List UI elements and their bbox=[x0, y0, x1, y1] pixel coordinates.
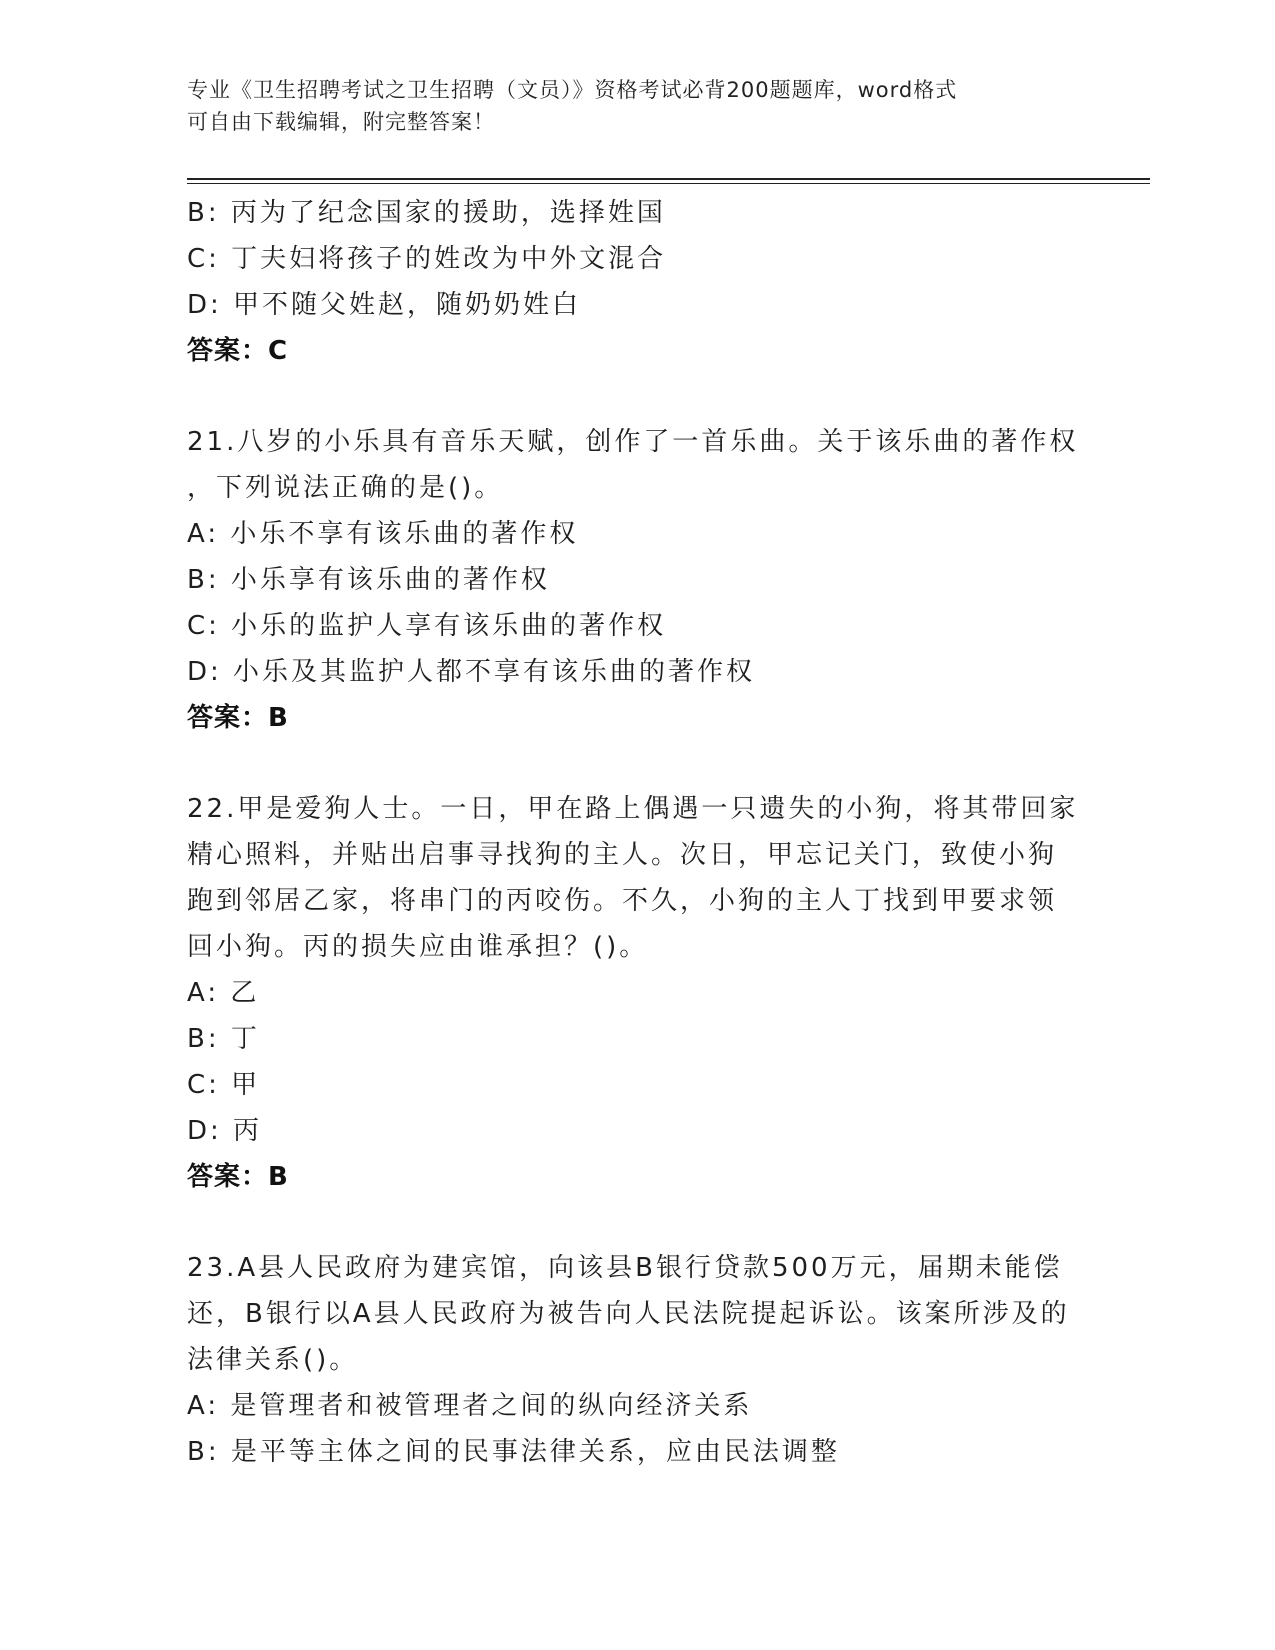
question-stem-line: 23.A县人民政府为建宾馆，向该县B银行贷款500万元，届期未能偿 bbox=[187, 1253, 1063, 1283]
question-stem-line: 法律关系()。 bbox=[187, 1345, 359, 1375]
option-c: C: 甲 bbox=[187, 1070, 261, 1100]
document-header bbox=[187, 74, 1087, 138]
answer-label: 答案：B bbox=[187, 703, 289, 733]
option-b: B: 丁 bbox=[187, 1024, 260, 1054]
question-20-continuation bbox=[187, 190, 1087, 374]
question-23 bbox=[187, 1245, 1087, 1475]
question-content bbox=[187, 190, 1087, 1475]
question-stem-line: 跑到邻居乙家，将串门的丙咬伤。不久，小狗的主人丁找到甲要求领 bbox=[187, 886, 1058, 916]
option-c: C: 丁夫妇将孩子的姓改为中外文混合 bbox=[187, 244, 667, 274]
option-a: A: 小乐不享有该乐曲的著作权 bbox=[187, 519, 579, 549]
header-line-2: 可自由下载编辑，附完整答案！ bbox=[187, 110, 495, 134]
question-stem-line: 还，B银行以A县人民政府为被告向人民法院提起诉讼。该案所涉及的 bbox=[187, 1299, 1070, 1329]
question-stem-line: 21.八岁的小乐具有音乐天赋，创作了一首乐曲。关于该乐曲的著作权 bbox=[187, 427, 1079, 457]
answer-label: 答案：B bbox=[187, 1162, 289, 1192]
option-a: A: 乙 bbox=[187, 978, 260, 1008]
question-22 bbox=[187, 786, 1087, 1200]
question-stem-line: 22.甲是爱狗人士。一日，甲在路上偶遇一只遗失的小狗，将其带回家 bbox=[187, 794, 1079, 824]
option-d: D: 甲不随父姓赵，随奶奶姓白 bbox=[187, 290, 582, 320]
option-a: A: 是管理者和被管理者之间的纵向经济关系 bbox=[187, 1391, 753, 1421]
question-stem-line: 精心照料，并贴出启事寻找狗的主人。次日，甲忘记关门，致使小狗 bbox=[187, 840, 1058, 870]
question-stem-line: ，下列说法正确的是()。 bbox=[187, 473, 504, 503]
option-c: C: 小乐的监护人享有该乐曲的著作权 bbox=[187, 611, 667, 641]
answer-label: 答案：C bbox=[187, 336, 289, 366]
question-21 bbox=[187, 419, 1087, 741]
option-b: B: 小乐享有该乐曲的著作权 bbox=[187, 565, 550, 595]
option-d: D: 丙 bbox=[187, 1116, 263, 1146]
option-b: B: 是平等主体之间的民事法律关系，应由民法调整 bbox=[187, 1437, 840, 1467]
header-line-1: 专业《卫生招聘考试之卫生招聘（文员）》资格考试必背200题题库，word格式 bbox=[187, 78, 958, 102]
question-stem-line: 回小狗。丙的损失应由谁承担？()。 bbox=[187, 932, 649, 962]
header-divider-thick bbox=[187, 178, 1150, 180]
option-d: D: 小乐及其监护人都不享有该乐曲的著作权 bbox=[187, 657, 756, 687]
option-b: B: 丙为了纪念国家的援助，选择姓国 bbox=[187, 198, 666, 228]
header-divider-thin bbox=[187, 183, 1150, 184]
